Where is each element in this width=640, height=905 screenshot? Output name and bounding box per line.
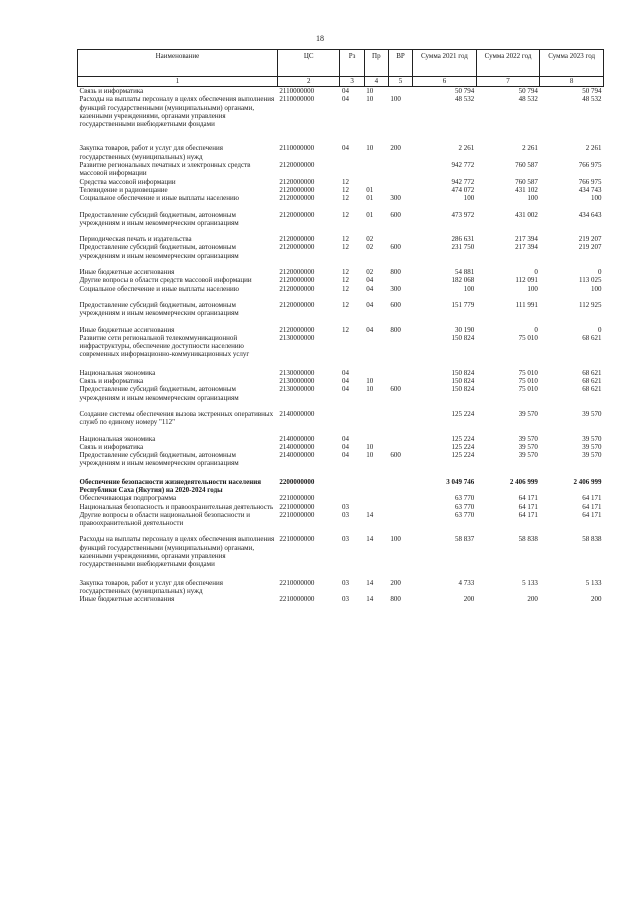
cell-cs: 2140000000 [279,434,315,443]
cell-sum-2022: 112 091 [515,276,538,285]
cell-name: Иные бюджетные ассигнования [79,595,175,604]
cell-name: Связь и информатика [79,87,144,95]
cell-sum-2021: 63 770 [454,510,475,519]
table-row [78,95,604,144]
table-row [78,503,604,511]
cell-vr: 800 [390,268,401,277]
cell-pr [364,178,388,186]
cell-name: Развитие сети региональной телекоммуникационной инфраструктуры, обеспечение доступности населению современных информационно-коммуникационных услуг [79,333,250,359]
cell-sum-2023: 39 570 [582,409,602,418]
cell-name: Иные бюджетные ассигнования [79,268,175,277]
cell-sum-2022: 39 570 [518,442,538,451]
cell-cs: 2110000000 [279,95,315,104]
header-pr: Пр [364,50,388,77]
table-body [78,87,604,604]
cell-name: Связь и информатика [79,442,144,451]
table-row [78,178,604,186]
cell-vr [388,276,412,284]
table-row [78,87,604,96]
cell-sum-2023: 64 171 [582,510,602,519]
header-cs: ЦС [277,50,340,77]
cell-sum-2023: 434 743 [578,185,602,194]
cell-sum-2022: 217 394 [515,235,538,244]
cell-vr: 600 [390,210,401,219]
cell-sum-2021: 63 770 [454,494,475,503]
table-row [78,285,604,301]
cell-name: Предоставление субсидий бюджетным, автономным учреждениям и иным некоммерческим организациям [79,300,239,318]
cell-sum-2023: 68 621 [582,368,602,377]
cell-name: Средства массовой информации [79,177,176,186]
cell-sum-2021: 58 837 [454,535,475,544]
cell-vr: 200 [390,578,401,587]
cell-pr: 10 [366,385,374,394]
cell-sum-2021: 100 [463,194,475,203]
budget-table [77,49,604,604]
cell-cs: 2120000000 [279,300,315,309]
cell-vr [388,369,412,377]
cell-sum-2022: 5 133 [522,578,538,587]
table-row [78,211,604,236]
table-row [78,435,604,443]
table-row [78,385,604,410]
table-row [78,276,604,284]
cell-sum-2023: 100 [591,284,602,293]
table-row [78,161,604,178]
cell-name: Социальное обеспечение и иные выплаты населению [79,194,239,203]
cell-sum-2021: 2 261 [458,144,475,153]
cell-sum-2023: 434 643 [578,210,602,219]
table-row [78,511,604,536]
cell-vr: 300 [390,194,401,203]
cell-sum-2023: 0 [598,268,602,277]
cell-sum-2022: 39 570 [518,451,538,460]
cell-cs: 2210000000 [279,535,315,544]
cell-pr [364,334,388,369]
cell-pr: 10 [366,95,374,104]
cell-sum-2023: 113 025 [579,276,602,285]
cell-name: Развитие региональных печатных и электронных средств массовой информации [79,161,251,178]
cell-vr: 600 [390,300,401,309]
header-2021: Сумма 2021 год [413,50,477,77]
cell-sum-2021: 151 779 [451,300,475,309]
table-row [78,579,604,596]
cell-sum-2022: 111 991 [515,300,538,309]
cell-sum-2022: 75 010 [518,377,538,386]
cell-pr: 10 [366,87,374,95]
cell-sum-2022: 431 102 [515,185,538,194]
cell-vr: 600 [390,385,401,394]
cell-rz: 12 [341,177,349,186]
cell-sum-2023: 219 207 [578,235,602,244]
cell-pr [364,503,388,511]
cell-pr: 01 [366,185,374,194]
cell-rz: 04 [341,434,349,443]
cell-name: Периодическая печать и издательства [79,235,192,244]
table-row [78,535,604,578]
cell-cs: 2110000000 [279,87,315,95]
cell-sum-2021: 4 733 [458,578,475,587]
cell-sum-2021: 50 794 [454,87,475,95]
cell-sum-2022: 2 406 999 [509,477,538,486]
cell-sum-2021: 942 772 [451,177,475,186]
cell-rz [340,494,364,502]
table-row [78,595,604,603]
column-index: 2 [277,77,340,87]
cell-vr: 100 [390,535,401,544]
cell-name: Другие вопросы в области средств массовой информации [79,276,252,285]
cell-pr: 14 [366,595,374,604]
table-row [78,243,604,268]
cell-sum-2022: 100 [527,194,538,203]
cell-name: Расходы на выплаты персоналу в целях обеспечения выполнения функций государственными (муниципальными) органами, казенными учреждениями, органами управления государственными внебюджетными фондами [79,535,275,569]
cell-sum-2021: 3 049 746 [446,477,475,486]
cell-sum-2021: 48 532 [454,95,475,104]
cell-sum-2021: 200 [463,595,475,604]
cell-pr: 01 [366,194,374,203]
cell-pr: 04 [366,284,374,293]
cell-vr: 200 [390,144,401,153]
cell-name: Предоставление субсидий бюджетным, автономным учреждениям и иным некоммерческим организациям [79,243,239,260]
cell-sum-2021: 150 824 [451,385,475,394]
cell-sum-2021: 473 972 [451,210,475,219]
cell-sum-2021: 182 068 [451,276,475,285]
cell-sum-2021: 125 224 [451,442,475,451]
cell-sum-2021: 150 824 [451,333,475,342]
cell-cs: 2140000000 [279,409,315,418]
page-number: 18 [316,34,324,43]
cell-cs: 2120000000 [279,194,315,203]
cell-rz: 12 [341,300,349,309]
cell-pr: 02 [366,235,374,244]
header-name: Наименование [78,50,278,77]
table-row [78,478,604,495]
header-2023: Сумма 2023 год [540,50,604,77]
cell-pr [364,478,388,495]
cell-rz: 12 [341,194,349,203]
table-row [78,326,604,334]
cell-sum-2023: 50 794 [582,87,602,95]
cell-rz: 04 [341,451,349,460]
cell-vr [388,178,412,186]
cell-cs: 2120000000 [279,325,315,334]
cell-rz: 12 [341,325,349,334]
cell-sum-2023: 68 621 [582,385,602,394]
cell-sum-2023: 5 133 [585,578,602,587]
cell-vr: 300 [390,284,401,293]
cell-sum-2021: 150 824 [451,368,475,377]
cell-cs: 2130000000 [279,333,315,342]
cell-vr [388,334,412,369]
cell-sum-2023: 39 570 [582,434,602,443]
cell-rz: 12 [341,185,349,194]
cell-pr: 02 [366,243,374,252]
column-index: 5 [388,77,412,87]
cell-pr [364,369,388,377]
cell-vr [388,186,412,194]
cell-cs: 2140000000 [279,442,315,451]
cell-sum-2022: 760 587 [515,177,538,186]
column-index: 6 [413,77,477,87]
cell-vr [388,443,412,451]
cell-name: Связь и информатика [79,377,144,386]
header-row [78,50,604,77]
table-row [78,451,604,478]
cell-sum-2021: 125 224 [451,409,475,418]
cell-vr: 600 [390,243,401,252]
cell-pr: 14 [366,578,374,587]
cell-sum-2023: 200 [591,595,602,604]
cell-vr [388,478,412,495]
cell-cs: 2120000000 [279,284,315,293]
cell-rz: 12 [341,235,349,244]
cell-name: Телевидение и радиовещание [79,185,168,194]
column-index: 1 [78,77,278,87]
cell-sum-2022: 39 570 [518,434,538,443]
cell-cs: 2210000000 [279,595,315,604]
cell-rz: 04 [341,87,349,95]
cell-rz [340,161,364,178]
cell-name: Предоставление субсидий бюджетным, автономным учреждениям и иным некоммерческим организациям [79,210,239,227]
cell-rz: 03 [341,502,349,511]
cell-sum-2021: 30 190 [454,325,475,334]
cell-rz [340,334,364,369]
cell-sum-2023: 2 406 999 [573,477,602,486]
cell-cs: 2120000000 [279,243,315,252]
cell-sum-2023: 100 [591,194,602,203]
cell-pr: 10 [366,451,374,460]
column-index-row [78,77,604,87]
cell-rz: 04 [341,368,349,377]
column-index: 3 [340,77,364,87]
cell-vr [388,87,412,96]
table-row [78,235,604,243]
cell-rz: 04 [341,385,349,394]
cell-sum-2021: 942 772 [451,161,475,170]
cell-name: Предоставление субсидий бюджетным, автономным учреждениям и иным некоммерческим организациям [79,451,239,468]
cell-sum-2023: 39 570 [582,442,602,451]
cell-sum-2022: 75 010 [518,368,538,377]
cell-rz: 03 [341,595,349,604]
cell-sum-2023: 112 925 [579,300,602,309]
table-row [78,443,604,451]
cell-rz: 03 [341,510,349,519]
cell-sum-2022: 217 394 [515,243,538,252]
cell-cs: 2200000000 [279,477,315,486]
cell-cs: 2120000000 [279,185,315,194]
cell-pr: 01 [366,210,374,219]
cell-name: Предоставление субсидий бюджетным, автономным учреждениям и иным некоммерческим организациям [79,385,239,402]
cell-cs: 2120000000 [279,210,315,219]
cell-rz: 04 [341,95,349,104]
cell-rz: 12 [341,243,349,252]
cell-cs: 2130000000 [279,377,315,386]
cell-pr [364,435,388,443]
cell-pr [364,410,388,435]
cell-sum-2023: 48 532 [582,95,602,104]
cell-rz [340,478,364,495]
cell-sum-2022: 64 171 [518,510,538,519]
table-row [78,268,604,276]
cell-cs: 2210000000 [279,494,315,503]
cell-name: Национальная экономика [79,434,156,443]
cell-pr: 14 [366,535,374,544]
table-row [78,410,604,435]
cell-pr: 02 [366,268,374,277]
cell-sum-2023: 58 838 [582,535,602,544]
cell-sum-2022: 431 002 [515,210,538,219]
cell-cs: 2120000000 [279,276,315,285]
cell-sum-2021: 63 770 [454,502,475,511]
cell-vr [388,161,412,178]
cell-sum-2022: 50 794 [518,87,538,95]
cell-sum-2023: 64 171 [582,494,602,503]
cell-sum-2021: 474 072 [451,185,475,194]
cell-sum-2022: 75 010 [518,385,538,394]
cell-sum-2022: 48 532 [518,95,538,104]
cell-sum-2021: 231 750 [451,243,475,252]
cell-rz: 12 [341,210,349,219]
cell-sum-2022: 2 261 [522,144,538,153]
cell-sum-2023: 0 [598,325,602,334]
cell-name: Национальная экономика [79,368,156,377]
cell-sum-2022: 39 570 [518,409,538,418]
cell-rz: 12 [341,268,349,277]
cell-sum-2023: 68 621 [582,333,602,342]
cell-pr: 04 [366,276,374,285]
cell-sum-2022: 760 587 [515,161,538,170]
cell-sum-2021: 286 631 [451,235,475,244]
table-row [78,494,604,502]
cell-cs: 2120000000 [279,268,315,277]
table-row [78,301,604,326]
cell-rz: 03 [341,578,349,587]
cell-rz: 04 [341,442,349,451]
cell-sum-2022: 200 [527,595,538,604]
cell-vr: 600 [390,451,401,460]
cell-name: Социальное обеспечение и иные выплаты населению [79,284,239,293]
cell-name: Обеспечение безопасности жизнедеятельности населения Республики Саха (Якутия) на 2020-2024 годы [79,477,262,494]
cell-sum-2023: 766 975 [578,177,602,186]
cell-rz: 04 [341,377,349,386]
cell-cs: 2120000000 [279,235,315,244]
cell-pr [364,494,388,502]
cell-name: Закупка товаров, работ и услуг для обеспечения государственных (муниципальных) нужд [79,144,223,161]
cell-sum-2022: 58 838 [518,535,538,544]
cell-pr [364,161,388,178]
table-row [78,144,604,161]
cell-cs: 2210000000 [279,578,315,587]
cell-name: Другие вопросы в области национальной безопасности и правоохранительной деятельности [79,510,250,528]
cell-sum-2021: 100 [463,284,475,293]
cell-sum-2023: 2 261 [585,144,602,153]
cell-rz: 03 [341,535,349,544]
cell-cs: 2120000000 [279,177,315,186]
cell-pr: 10 [366,144,374,153]
header-vr: ВР [388,50,412,77]
cell-vr [388,494,412,502]
cell-sum-2021: 125 224 [451,434,475,443]
cell-rz: 12 [341,284,349,293]
cell-sum-2023: 64 171 [582,502,602,511]
cell-vr [388,410,412,435]
cell-sum-2022: 100 [527,284,538,293]
column-index: 7 [476,77,540,87]
cell-rz [340,410,364,435]
cell-sum-2022: 0 [534,325,538,334]
cell-sum-2023: 68 621 [582,377,602,386]
cell-vr [388,503,412,511]
table-row [78,186,604,194]
cell-sum-2021: 125 224 [451,451,475,460]
cell-name: Создание системы обеспечения вызова экстренных оперативных служб по единому номеру "112" [79,409,274,427]
cell-vr [388,435,412,443]
cell-name: Иные бюджетные ассигнования [79,325,175,334]
cell-cs: 2110000000 [279,144,315,153]
table-header [78,50,604,87]
cell-vr [388,235,412,243]
cell-sum-2023: 219 207 [578,243,602,252]
cell-vr [388,377,412,385]
header-2022: Сумма 2022 год [476,50,540,77]
cell-cs: 2210000000 [279,510,315,519]
cell-sum-2023: 39 570 [582,451,602,460]
cell-sum-2021: 150 824 [451,377,475,386]
cell-pr: 04 [366,325,374,334]
cell-pr: 04 [366,300,374,309]
cell-name: Расходы на выплаты персоналу в целях обеспечения выполнения функций государственными (муниципальными) органами, казенными учреждениями, органами управления государственными внебюджетными фондами [79,95,275,129]
table-row [78,369,604,377]
cell-name: Закупка товаров, работ и услуг для обеспечения государственных (муниципальных) нужд [79,578,223,595]
cell-rz: 12 [341,276,349,285]
cell-pr: 10 [366,377,374,386]
table-row [78,377,604,385]
cell-pr: 10 [366,442,374,451]
cell-cs: 2130000000 [279,385,315,394]
cell-vr: 800 [390,325,401,334]
table-row [78,194,604,210]
cell-rz: 04 [341,144,349,153]
cell-vr: 100 [390,95,401,104]
cell-name: Обеспечивающая подпрограмма [79,494,177,503]
cell-sum-2022: 75 010 [518,333,538,342]
column-index: 8 [540,77,604,87]
cell-name: Национальная безопасность и правоохранительная деятельность [79,502,274,511]
cell-sum-2022: 64 171 [518,494,538,503]
cell-sum-2021: 54 881 [454,268,475,277]
cell-sum-2023: 766 975 [578,161,602,170]
cell-vr: 800 [390,595,401,604]
cell-sum-2022: 64 171 [518,502,538,511]
cell-cs: 2140000000 [279,451,315,460]
cell-pr: 14 [366,510,374,519]
cell-sum-2022: 0 [534,268,538,277]
header-rz: Рз [340,50,364,77]
table-row [78,334,604,369]
column-index: 4 [364,77,388,87]
cell-cs: 2130000000 [279,368,315,377]
cell-cs: 2120000000 [279,161,315,170]
cell-vr [388,511,412,536]
cell-cs: 2210000000 [279,502,315,511]
